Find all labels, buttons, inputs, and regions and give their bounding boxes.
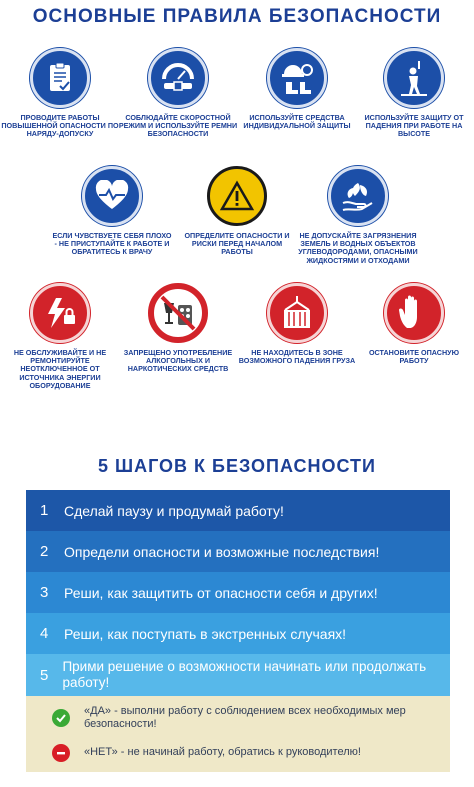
step-4 <box>26 613 450 654</box>
rule-caption: ОСТАНОВИТЕ ОПАСНУЮ РАБОТУ <box>368 348 460 366</box>
rule-health <box>52 166 172 257</box>
rule-caption: ИСПОЛЬЗУЙТЕ ЗАЩИТУ ОТ ПАДЕНИЯ ПРИ РАБОТЕ НА ВЫСОТЕ <box>364 113 464 139</box>
rule-caption: НЕ НАХОДИТЕСЬ В ЗОНЕ ВОЗМОЖНОГО ПАДЕНИЯ ГРУЗА <box>238 348 356 366</box>
step-number: 2 <box>40 543 49 560</box>
step-2 <box>26 531 450 572</box>
decision-yes <box>52 700 440 735</box>
steps-title: 5 ШАГОВ К БЕЗОПАСНОСТИ <box>97 456 376 476</box>
rule-energy <box>0 283 120 390</box>
no-entry-icon <box>52 744 70 762</box>
permit-document-icon <box>30 48 90 108</box>
page-title: ОСНОВНЫЕ ПРАВИЛА БЕЗОПАСНОСТИ <box>32 6 442 27</box>
decision-no-text: «НЕТ» - не начинай работу, обратись к руководителю! <box>84 746 361 758</box>
step-text: Сделай паузу и продумай работу! <box>64 502 284 519</box>
suspended-load-icon <box>267 283 327 343</box>
step-text: Прими решение о возможности начинать или продолжать работу! <box>62 659 427 690</box>
steps-list <box>26 490 450 772</box>
decision-yes-text: «ДА» - выполни работу с соблюдением всех необходимых мер безопасности! <box>84 704 406 730</box>
step-1 <box>26 490 450 531</box>
rule-ppe <box>237 48 357 130</box>
step-number: 3 <box>40 584 49 601</box>
leaf-hand-icon <box>328 166 388 226</box>
rule-height <box>354 48 474 139</box>
rule-speed <box>118 48 238 139</box>
rule-permit <box>0 48 120 139</box>
rule-caption: ОПРЕДЕЛИТЕ ОПАСНОСТИ И РИСКИ ПЕРЕД НАЧАЛОМ РАБОТЫ <box>184 231 290 257</box>
step-number: 1 <box>40 502 49 519</box>
warning-triangle-icon <box>207 166 267 226</box>
step-number: 4 <box>40 625 49 642</box>
rule-caption: ЕСЛИ ЧУВСТВУЕТЕ СЕБЯ ПЛОХО - НЕ ПРИСТУПАЙТЕ К РАБОТЕ И ОБРАТИТЕСЬ К ВРАЧУ <box>52 231 172 257</box>
step-3 <box>26 572 450 613</box>
no-alcohol-drugs-icon <box>148 283 208 343</box>
check-icon <box>52 709 70 727</box>
step-text: Определи опасности и возможные последствия! <box>64 543 380 560</box>
step-number: 5 <box>40 666 49 684</box>
rule-caption: ИСПОЛЬЗУЙТЕ СРЕДСТВА ИНДИВИДУАЛЬНОЙ ЗАЩИТЫ <box>243 113 351 131</box>
rule-load <box>237 283 357 365</box>
step-5 <box>26 654 450 696</box>
heart-pulse-icon <box>82 166 142 226</box>
rule-caption: ЗАПРЕЩЕНО УПОТРЕБЛЕНИЕ АЛКОГОЛЬНЫХ И НАРКОТИЧЕСКИХ СРЕДСТВ <box>123 348 233 374</box>
rule-stop <box>354 283 474 365</box>
step-text: Реши, как защитить от опасности себя и других! <box>64 584 378 601</box>
rule-caption: НЕ ДОПУСКАЙТЕ ЗАГРЯЗНЕНИЯ ЗЕМЕЛЬ И ВОДНЫХ ОБЪЕКТОВ УГЛЕВОДОРОДАМИ, ОПАСНЫМИ ЖИДКОСТЯМИ И ОТХОДАМИ <box>298 231 418 265</box>
decision-box <box>26 696 450 772</box>
hardhat-boots-icon <box>267 48 327 108</box>
electric-lock-icon <box>30 283 90 343</box>
decision-no <box>52 735 440 770</box>
rule-environment <box>298 166 418 265</box>
rule-alcohol <box>118 283 238 374</box>
stop-hand-icon <box>384 283 444 343</box>
rule-caption: ПРОВОДИТЕ РАБОТЫ ПОВЫШЕННОЙ ОПАСНОСТИ ПО НАРЯДУ-ДОПУСКУ <box>1 113 119 139</box>
rule-caption: НЕ ОБСЛУЖИВАЙТЕ И НЕ РЕМОНТИРУЙТЕ НЕОТКЛЮЧЕННОЕ ОТ ИСТОЧНИКА ЭНЕРГИИ ОБОРУДОВАНИЕ <box>13 348 107 390</box>
fall-harness-icon <box>384 48 444 108</box>
rule-hazards <box>177 166 297 257</box>
speedometer-seatbelt-icon <box>148 48 208 108</box>
rule-caption: СОБЛЮДАЙТЕ СКОРОСТНОЙ РЕЖИМ И ИСПОЛЬЗУЙТЕ РЕМНИ БЕЗОПАСНОСТИ <box>118 113 238 139</box>
step-text: Реши, как поступать в экстренных случаях! <box>64 625 347 642</box>
